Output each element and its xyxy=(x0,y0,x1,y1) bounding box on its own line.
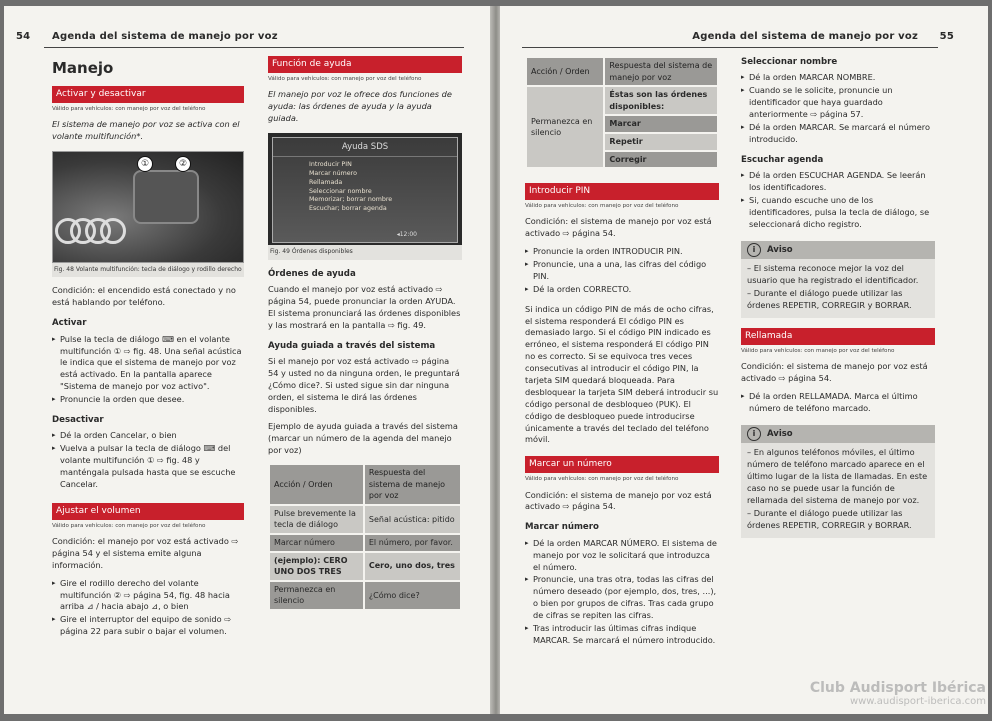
header-rule-right xyxy=(522,47,938,48)
list-item: ▸ Pronuncie la orden que desee. xyxy=(52,394,244,406)
section-heading: Introducir PIN xyxy=(525,183,719,200)
callout-1: ① xyxy=(137,156,153,172)
pin-list xyxy=(525,246,719,296)
table-cell: El número, por favor. xyxy=(364,534,461,552)
condition-text: Condición: el manejo por voz está activado ⇨ página 54 y el sistema emite alguna información. xyxy=(52,536,239,570)
note-item: – El sistema reconoce mejor la voz del usuario que ha registrado el identificador. xyxy=(747,262,919,285)
validity-note: Válido para vehículos: con manejo por voz del teléfono xyxy=(525,476,679,483)
validity-note: Válido para vehículos: con manejo por voz del teléfono xyxy=(741,348,895,355)
escuchar-list xyxy=(741,170,935,230)
watermark-url: www.audisport-iberica.com xyxy=(849,696,986,707)
list-item: ▸ Cuando se le solicite, pronuncie un identificador que haya guardado anteriormente ⇨ página 57. xyxy=(741,85,935,121)
subheading-marcar: Marcar número xyxy=(525,522,599,533)
list-item: ▸ Dé la orden RELLAMADA. Marca el último número de teléfono marcado. xyxy=(741,391,935,415)
subheading-escuchar: Escuchar agenda xyxy=(741,154,824,165)
table-row xyxy=(526,86,718,115)
sds-title: Ayuda SDS xyxy=(273,138,457,157)
list-item: ▸ Si, cuando escuche uno de los identificadores, pulsa la tecla de diálogo, se seleccionará dicho registro. xyxy=(741,195,935,231)
note-box xyxy=(741,241,935,319)
table-row xyxy=(269,581,461,610)
figure-caption: Fig. 49 Órdenes disponibles xyxy=(268,245,462,260)
page-number-right: 55 xyxy=(939,31,954,42)
validity-note: Válido para vehículos: con manejo por voz del teléfono xyxy=(525,203,679,210)
audi-rings-logo xyxy=(55,218,129,240)
validity-note: Válido para vehículos: con manejo por voz del teléfono xyxy=(268,76,422,83)
table-cell: Marcar xyxy=(604,115,718,133)
intro-text: El manejo por voz le ofrece dos funciones de ayuda: las órdenes de ayuda y la ayuda guiada. xyxy=(268,89,452,123)
help-table xyxy=(268,463,462,611)
list-item: ▸ Gire el interruptor del equipo de sonido ⇨ página 22 para subir o bajar el volumen. xyxy=(52,614,244,638)
column-4 xyxy=(741,54,935,548)
steering-wheel-figure xyxy=(52,151,244,263)
table-header: Acción / Orden xyxy=(269,464,364,505)
section-heading: Activar y desactivar xyxy=(52,86,244,103)
running-head-right xyxy=(522,31,954,42)
control-panel xyxy=(133,170,199,224)
section-heading: Función de ayuda xyxy=(268,56,462,73)
note-body xyxy=(741,443,935,538)
column-2 xyxy=(268,54,462,617)
activar-list xyxy=(52,334,244,406)
sds-display xyxy=(272,137,458,243)
intro-text: El sistema de manejo por voz se activa con el volante multifunción*. xyxy=(52,118,240,141)
list-item: ▸ Dé la orden ESCUCHAR AGENDA. Se leerán los identificadores. xyxy=(741,170,935,194)
sds-clock: ◂12:00 xyxy=(396,231,417,239)
page-title: Manejo xyxy=(52,59,114,77)
subheading-ordenes: Órdenes de ayuda xyxy=(268,268,356,279)
column-1 xyxy=(52,54,244,639)
subheading-guiada: Ayuda guiada a través del sistema xyxy=(268,340,436,351)
info-icon: i xyxy=(747,243,761,257)
paragraph: Cuando el manejo por voz está activado ⇨ página 54, puede pronunciar la orden AYUDA. El sistema pronunciará las órdenes disponibles y las mostrará en la pantalla ⇨ fig. 49. xyxy=(268,283,461,330)
sds-item: Seleccionar nombre xyxy=(309,187,372,195)
sds-item: Escuchar; borrar agenda xyxy=(309,205,387,213)
subheading-activar: Activar xyxy=(52,318,87,329)
table-row xyxy=(269,534,461,552)
condition-text: Condición: el encendido está conectado y no está hablando por teléfono. xyxy=(52,285,236,308)
section-heading: Marcar un número xyxy=(525,456,719,473)
page-number-left: 54 xyxy=(16,31,31,42)
subheading-desactivar: Desactivar xyxy=(52,414,104,425)
table-cell: Cero, uno dos, tres xyxy=(364,552,461,581)
note-item: – Durante el diálogo puede utilizar las órdenes REPETIR, CORREGIR y BORRAR. xyxy=(747,508,912,531)
validity-note: Válido para vehículos: con manejo por voz del teléfono xyxy=(52,522,206,529)
paragraph: Si el manejo por voz está activado ⇨ página 54 y usted no da ninguna orden, le preguntará ¿Cómo dice?. Si usted sigue sin dar ninguna orden, el sistema le dirá las órdenes disponibles. xyxy=(268,355,460,414)
sds-item: Memorizar; borrar nombre xyxy=(309,196,393,204)
condition-text: Condición: el sistema de manejo por voz está activado ⇨ página 54. xyxy=(741,361,928,384)
list-item: ▸ Vuelva a pulsar la tecla de diálogo ⌨ del volante multifunción ① ⇨ fig. 48 y manténgala pulsada hasta que se escuche Cancelar. xyxy=(52,443,244,491)
note-item: – En algunos teléfonos móviles, el último número de teléfono marcado aparece en el último lugar de la lista de llamadas. En este caso no se puede usar la función de rellamada del sistema de manejo por voz. xyxy=(747,446,928,505)
condition-text: Condición: el sistema de manejo por voz está activado ⇨ página 54. xyxy=(525,489,712,512)
list-item: ▸ Pulse la tecla de diálogo ⌨ en el volante multifunción ① ⇨ fig. 48. Una señal acústica le indica que el sistema de manejo por voz está activado. En la pantalla aparece "Sistema de manejo por voz activo". xyxy=(52,334,244,393)
note-title: Aviso xyxy=(767,244,793,255)
table-cell: (ejemplo): CERO UNO DOS TRES xyxy=(269,552,364,581)
desactivar-list xyxy=(52,430,244,490)
section-heading: Ajustar el volumen xyxy=(52,503,244,520)
section-heading: Rellamada xyxy=(741,328,935,345)
sds-item: Marcar número xyxy=(309,169,357,177)
volume-list xyxy=(52,578,244,638)
subheading-seleccionar: Seleccionar nombre xyxy=(741,57,838,67)
table-header: Respuesta del sistema de manejo por voz xyxy=(364,464,461,505)
note-body xyxy=(741,259,935,319)
paragraph: Si indica un código PIN de más de ocho cifras, el sistema responderá El código PIN es demasiado largo. Si el código PIN indicado es erróneo, el sistema responderá El código PIN no es correcto. Si se equivoca tres veces consecutivas al introducir el código PIN, la tarjeta SIM quedará bloqueada. Para desbloquear la tarjeta SIM deberá introducir su código personal de desbloqueo (PUK). El código de desbloqueo puede introducirse únicamente a través del teclado del teléfono móvil. xyxy=(525,303,719,445)
figure-caption: Fig. 48 Volante multifunción: tecla de diálogo y rodillo derecho xyxy=(52,263,244,278)
list-item: ▸ Pronuncie, una tras otra, todas las cifras del número deseado (por ejemplo, dos, tres, ...), o bien por grupos de cifras. Tras cada grupo de cifras se repiten las cifras. xyxy=(525,574,719,622)
seleccionar-list xyxy=(741,72,935,145)
validity-note: Válido para vehículos: con manejo por voz del teléfono xyxy=(52,105,206,112)
list-item: ▸ Tras introducir las últimas cifras indique MARCAR. Se marcará el número introducido. xyxy=(525,623,719,647)
list-item: ▸ Pronuncie, una a una, las cifras del código PIN. xyxy=(525,259,719,283)
info-icon: i xyxy=(747,427,761,441)
table-header: Acción / Orden xyxy=(526,57,604,86)
marcar-list xyxy=(525,538,719,647)
table-cell: Señal acústica: pitido xyxy=(364,505,461,534)
note-header xyxy=(741,425,935,443)
note-box xyxy=(741,425,935,538)
rellamada-list xyxy=(741,391,935,415)
continued-table xyxy=(525,56,719,169)
list-item: ▸ Dé la orden Cancelar, o bien xyxy=(52,430,244,442)
note-title: Aviso xyxy=(767,428,793,439)
running-head-text: Agenda del sistema de manejo por voz xyxy=(52,31,278,42)
table-cell: Marcar número xyxy=(269,534,364,552)
paragraph: Ejemplo de ayuda guiada a través del sistema (marcar un número de la agenda del manejo por voz) xyxy=(268,421,458,456)
table-row xyxy=(269,505,461,534)
list-item: ▸ Gire el rodillo derecho del volante multifunción ② ⇨ página 54, fig. 48 hacia arriba ⊿ / hacia abajo ⊿, o bien xyxy=(52,578,244,614)
list-item: ▸ Dé la orden MARCAR. Se marcará el número introducido. xyxy=(741,122,935,146)
sds-item: Rellamada xyxy=(309,178,343,186)
list-item: ▸ Dé la orden MARCAR NOMBRE. xyxy=(741,72,935,84)
header-rule-left xyxy=(44,47,464,48)
table-cell: Repetir xyxy=(604,133,718,151)
table-header: Respuesta del sistema de manejo por voz xyxy=(604,57,718,86)
sds-screen-figure xyxy=(268,133,462,245)
list-item: ▸ Dé la orden MARCAR NÚMERO. El sistema de manejo por voz le solicitará que introduzca el número. xyxy=(525,538,719,574)
watermark xyxy=(810,680,986,707)
note-header xyxy=(741,241,935,259)
note-item: – Durante el diálogo puede utilizar las órdenes REPETIR, CORREGIR y BORRAR. xyxy=(747,288,912,311)
callout-2: ② xyxy=(175,156,191,172)
watermark-name: Club Audisport Ibérica xyxy=(809,680,986,696)
condition-text: Condición: el sistema de manejo por voz está activado ⇨ página 54. xyxy=(525,216,712,239)
column-3 xyxy=(525,56,719,648)
running-head-left xyxy=(16,31,466,42)
table-cell: Corregir xyxy=(604,151,718,169)
sds-item: Introducir PIN xyxy=(309,161,352,169)
table-row xyxy=(269,552,461,581)
table-cell: Permanezca en silencio xyxy=(269,581,364,610)
table-cell: Pulse brevemente la tecla de diálogo xyxy=(269,505,364,534)
table-cell: ¿Cómo dice? xyxy=(364,581,461,610)
list-item: ▸ Dé la orden CORRECTO. xyxy=(525,284,719,296)
table-cell: Éstas son las órdenes disponibles: xyxy=(604,86,718,115)
running-head-text: Agenda del sistema de manejo por voz xyxy=(692,31,918,42)
table-cell: Permanezca en silencio xyxy=(526,86,604,168)
list-item: ▸ Pronuncie la orden INTRODUCIR PIN. xyxy=(525,246,719,258)
